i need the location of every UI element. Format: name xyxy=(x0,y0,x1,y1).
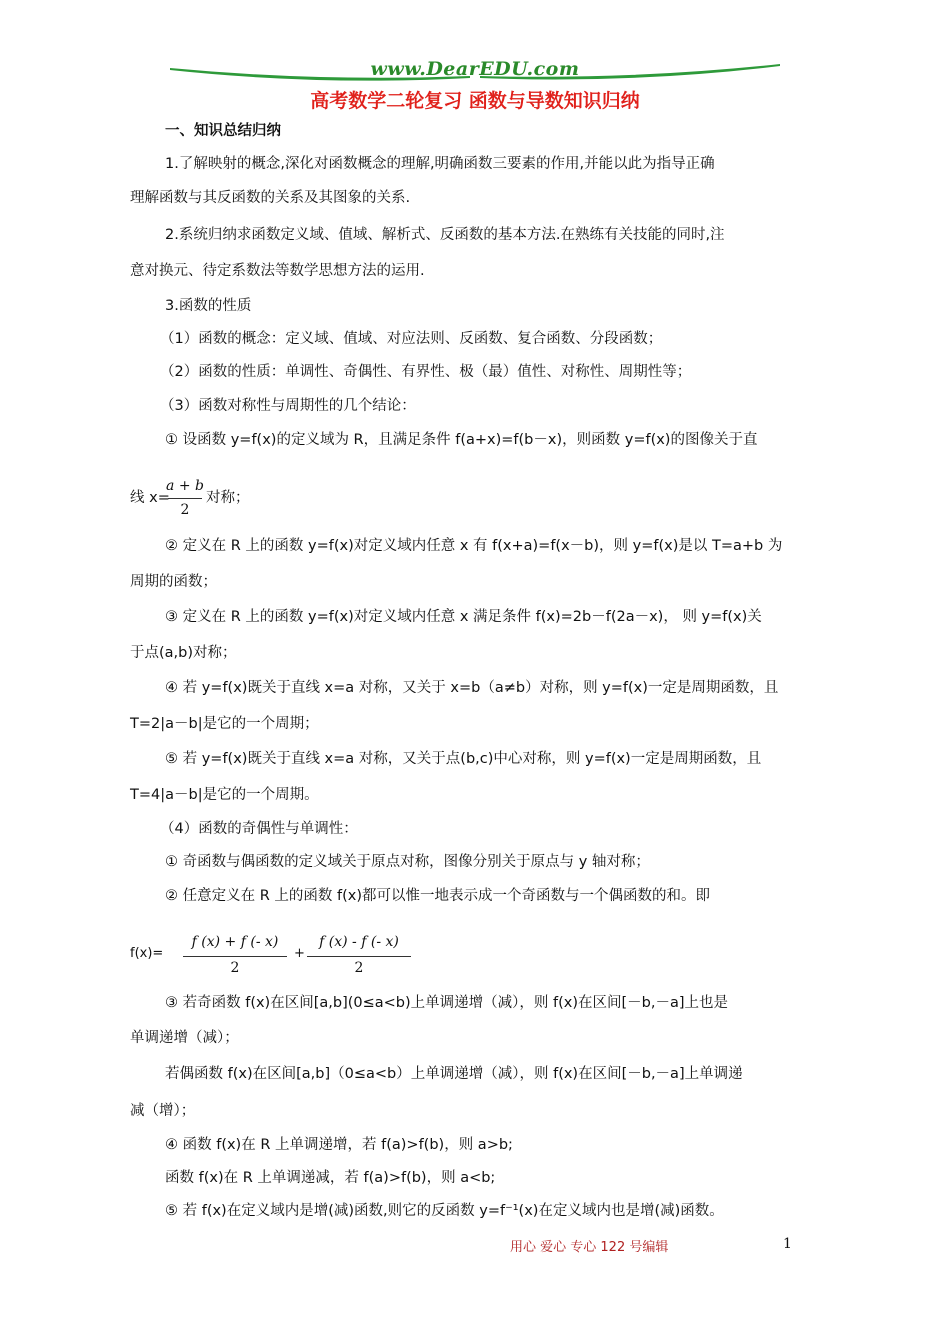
fraction-denominator: 2 xyxy=(354,960,364,976)
fraction-numerator: a + b xyxy=(166,478,204,494)
paragraph-line: （4）函数的奇偶性与单调性： xyxy=(160,821,358,837)
paragraph-line: （2）函数的性质：单调性、奇偶性、有界性、极（最）值性、对称性、周期性等； xyxy=(160,364,692,380)
paragraph-line: T=2|a－b|是它的一个周期； xyxy=(130,716,319,732)
paragraph-line: 周期的函数； xyxy=(130,574,217,590)
fraction-bar xyxy=(307,956,411,957)
paragraph-line: ① 设函数 y=f(x)的定义域为 R，且满足条件 f(a+x)=f(b－x)，则函数 y=f(x)的图像关于直 xyxy=(165,432,758,448)
footer-text: 用心 爱心 专心 122 号编辑 xyxy=(510,1240,669,1255)
paragraph-line: 3.函数的性质 xyxy=(165,298,252,314)
paragraph-line: 函数 f(x)在 R 上单调递减，若 f(a)>f(b)，则 a<b; xyxy=(165,1170,496,1186)
paragraph-line: 2.系统归纳求函数定义域、值域、解析式、反函数的基本方法.在熟练有关技能的同时,注 xyxy=(165,227,725,243)
paragraph-line: ⑤ 若 y=f(x)既关于直线 x=a 对称，又关于点(b,c)中心对称，则 y=f(x)一定是周期函数，且 xyxy=(165,751,762,767)
fraction-bar xyxy=(183,956,287,957)
fraction-numerator: f (x) + f (- x) xyxy=(191,934,279,950)
paragraph-line: 意对换元、待定系数法等数学思想方法的运用. xyxy=(130,263,425,279)
paragraph-line: ④ 若 y=f(x)既关于直线 x=a 对称，又关于 x=b（a≠b）对称，则 y=f(x)一定是周期函数，且 xyxy=(165,680,779,696)
paragraph-line: 单调递增（减）； xyxy=(130,1030,239,1046)
paragraph-line: 1.了解映射的概念,深化对函数概念的理解,明确函数三要素的作用,并能以此为指导正确 xyxy=(165,156,715,172)
page-number: 1 xyxy=(783,1236,792,1252)
paragraph-line: ② 定义在 R 上的函数 y=f(x)对定义域内任意 x 有 f(x+a)=f(x－b)，则 y=f(x)是以 T=a+b 为 xyxy=(165,538,783,554)
paragraph-line: 减（增）； xyxy=(130,1103,196,1119)
paragraph-line-suffix: 对称； xyxy=(206,490,250,506)
paragraph-line: ④ 函数 f(x)在 R 上单调递增，若 f(a)>f(b)，则 a>b; xyxy=(165,1137,513,1153)
paragraph-line: （3）函数对称性与周期性的几个结论： xyxy=(160,398,416,414)
paragraph-line: ① 奇函数与偶函数的定义域关于原点对称，图像分别关于原点与 y 轴对称； xyxy=(165,854,650,870)
paragraph-line: T=4|a－b|是它的一个周期。 xyxy=(130,787,319,803)
fraction-denominator: 2 xyxy=(230,960,240,976)
paragraph-line: ② 任意定义在 R 上的函数 f(x)都可以惟一地表示成一个奇函数与一个偶函数的和。即 xyxy=(165,888,711,904)
fraction-denominator: 2 xyxy=(180,502,190,518)
page-title: 高考数学二轮复习 函数与导数知识归纳 xyxy=(310,90,640,112)
paragraph-line: ③ 定义在 R 上的函数 y=f(x)对定义域内任意 x 满足条件 f(x)=2b－f(2a－x)， 则 y=f(x)关 xyxy=(165,609,762,625)
section-heading: 一、知识总结归纳 xyxy=(165,123,281,139)
fraction-numerator: f (x) - f (- x) xyxy=(319,934,399,950)
paragraph-line: 理解函数与其反函数的关系及其图象的关系. xyxy=(130,190,411,206)
paragraph-line: 若偶函数 f(x)在区间[a,b]（0≤a<b）上单调递增（减），则 f(x)在区间[－b,－a]上单调递 xyxy=(165,1066,743,1082)
formula-plus: + xyxy=(294,946,305,961)
site-logo[interactable]: www.DearEDU.com xyxy=(370,58,580,80)
paragraph-line: ③ 若奇函数 f(x)在区间[a,b](0≤a<b)上单调递增（减），则 f(x)在区间[－b,－a]上也是 xyxy=(165,995,729,1011)
paragraph-line: 于点(a,b)对称； xyxy=(130,645,237,661)
paragraph-line-prefix: 线 x= xyxy=(130,490,170,506)
fraction-bar xyxy=(168,498,202,499)
formula-prefix: f(x)= xyxy=(130,946,164,961)
paragraph-line: （1）函数的概念：定义域、值域、对应法则、反函数、复合函数、分段函数； xyxy=(160,331,663,347)
paragraph-line: ⑤ 若 f(x)在定义域内是增(减)函数,则它的反函数 y=f⁻¹(x)在定义域内也是增(减)函数。 xyxy=(165,1203,724,1219)
